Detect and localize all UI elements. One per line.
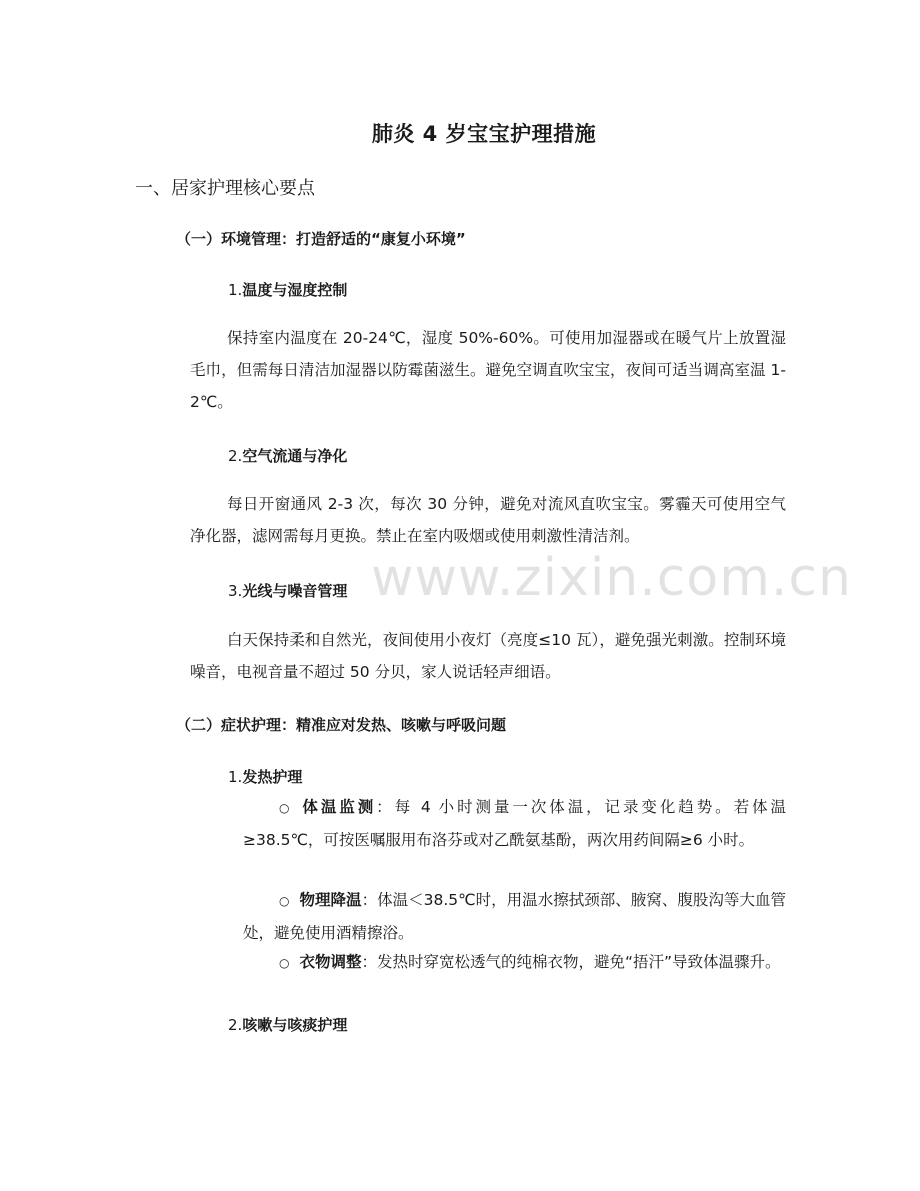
item-heading-light	[228, 580, 347, 601]
item-number: 1.	[228, 768, 243, 786]
circle-bullet-icon: ○	[279, 894, 290, 908]
item-number: 2.	[228, 1016, 243, 1034]
bullet-temperature-monitoring	[243, 791, 786, 856]
watermark: www.zixin.com.cn	[371, 548, 852, 608]
paragraph-temperature: 保持室内温度在 20-24℃，湿度 50%-60%。可使用加湿器或在暖气片上放置湿毛巾，但需每日清洁加湿器以防霉菌滋生。避免空调直吹宝宝，夜间可适当调高室温 1-2℃。	[190, 329, 786, 411]
bullet-text: ：发热时穿宽松透气的纯棉衣物，避免“捂汗”导致体温骤升。	[361, 953, 781, 971]
bullet-term: 物理降温	[299, 891, 362, 909]
subsection-heading-environment: （一）环境管理：打造舒适的“康复小环境”	[176, 230, 466, 248]
bullet-physical-cooling	[243, 884, 786, 949]
section-heading-1: 一、居家护理核心要点	[135, 178, 315, 199]
item-title: 咳嗽与咳痰护理	[242, 1016, 348, 1034]
document-title: 肺炎 4 岁宝宝护理措施	[371, 122, 597, 146]
circle-bullet-icon: ○	[279, 956, 290, 970]
bullet-clothing	[243, 946, 786, 979]
subsection-heading-symptoms: （二）症状护理：精准应对发热、咳嗽与呼吸问题	[176, 716, 507, 734]
bullet-text: ：每 4 小时测量一次体温，记录变化趋势。若体温≥38.5℃，可按医嘱服用布洛芬或对乙酰氨基酚，两次用药间隔≥6 小时。	[243, 798, 786, 849]
bullet-term: 衣物调整	[299, 953, 362, 971]
bullet-term: 体温监测	[302, 798, 377, 816]
item-title: 光线与噪音管理	[242, 582, 348, 600]
item-title: 空气流通与净化	[242, 447, 348, 465]
circle-bullet-icon: ○	[279, 801, 293, 815]
paragraph-air: 每日开窗通风 2-3 次，每次 30 分钟，避免对流风直吹宝宝。雾霾天可使用空气净化器，滤网需每月更换。禁止在室内吸烟或使用刺激性清洁剂。	[190, 495, 786, 545]
item-number: 2.	[228, 447, 243, 465]
item-heading-cough	[228, 1014, 347, 1035]
item-heading-air	[228, 445, 347, 466]
item-number: 1.	[228, 281, 243, 299]
item-heading-fever	[228, 766, 302, 787]
item-title: 发热护理	[242, 768, 303, 786]
item-heading-temperature	[228, 279, 347, 300]
item-title: 温度与湿度控制	[242, 281, 348, 299]
item-number: 3.	[228, 582, 243, 600]
bullet-text: ：体温＜38.5℃时，用温水擦拭颈部、腋窝、腹股沟等大血管处，避免使用酒精擦浴。	[243, 891, 786, 942]
paragraph-light: 白天保持柔和自然光，夜间使用小夜灯（亮度≤10 瓦），避免强光刺激。控制环境噪音，电视音量不超过 50 分贝，家人说话轻声细语。	[190, 631, 786, 681]
